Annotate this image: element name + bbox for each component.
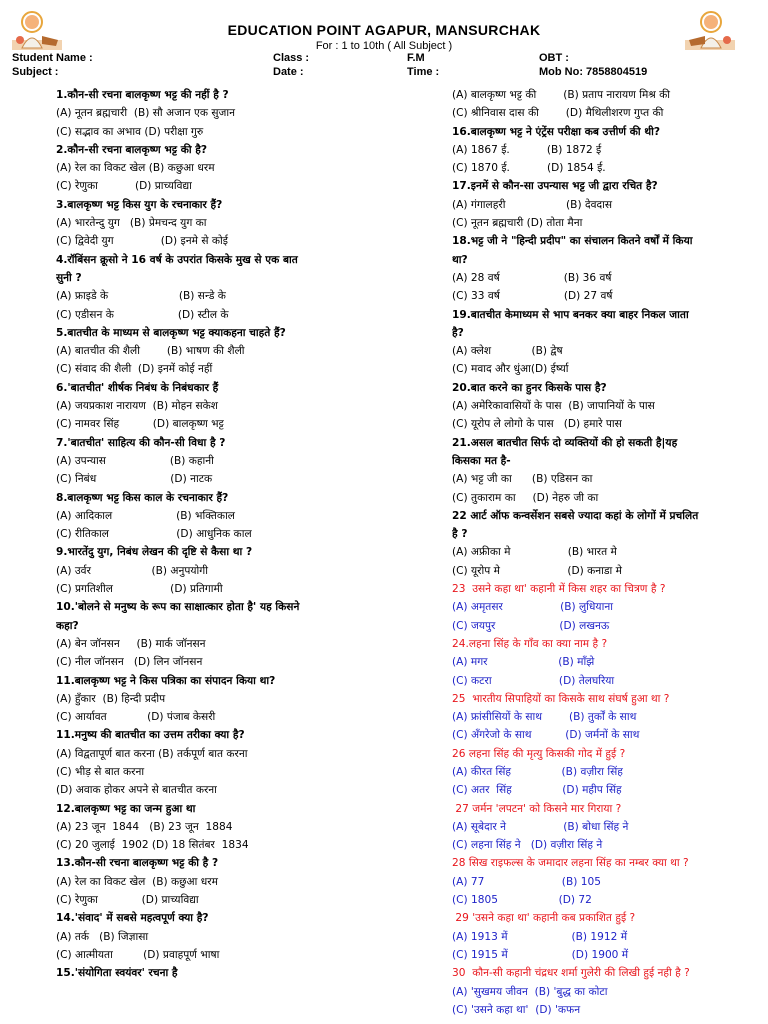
question-text: 30 कौन-सी कहानी चंद्रधर शर्मा गुलेरी की लिखी हुई नही है ? bbox=[452, 967, 690, 980]
option-line: (C) एडीसन के (D) स्टील के bbox=[56, 308, 229, 321]
option-line: (A) रेल का विकट खेल (B) कछुआ धरम bbox=[56, 162, 215, 175]
question-text: 4.रॉबिंसन क्रूसो ने 16 वर्ष के उपरांत किसके मुख से एक बात bbox=[56, 253, 298, 266]
question-text: कहा? bbox=[56, 619, 79, 632]
option-line: (A) रेल का विकट खेल (B) कछुआ धरम bbox=[56, 875, 218, 888]
option-line: (A) 1867 ई. (B) 1872 ई bbox=[452, 143, 602, 156]
option-line: (A) उर्वर (B) अनुपयोगी bbox=[56, 564, 209, 577]
option-line: (A) विद्वतापूर्ण बात करना (B) तर्कपूर्ण बात करना bbox=[56, 747, 248, 760]
option-line: (A) तर्क (B) जिज्ञासा bbox=[56, 930, 149, 943]
option-line: (C) तुकाराम का (D) नेहरु जी का bbox=[452, 491, 599, 504]
option-line: (A) गंगालहरी (B) देवदास bbox=[452, 198, 612, 211]
option-line: (A) फ्राइडे के (B) सन्डे के bbox=[56, 290, 226, 303]
date-label: Date : bbox=[273, 66, 304, 78]
option-line: (C) कटरा (D) तेलघरिया bbox=[452, 674, 615, 687]
question-text: सुनी ? bbox=[56, 271, 82, 284]
option-line: (A) मगर (B) माँझे bbox=[452, 656, 595, 669]
question-text: 14.'संवाद' में सबसे महत्वपूर्ण क्या है? bbox=[56, 912, 209, 925]
option-line: (A) बातचीत की शैली (B) भाषण की शैली bbox=[56, 345, 245, 358]
option-line: (A) कीरत सिंह (B) वज़ीरा सिंह bbox=[452, 765, 623, 778]
question-text: 27 जर्मन 'लपटन' को किसने मार गिराया ? bbox=[452, 802, 622, 815]
option-line: (C) मवाद और धुंआ(D) ईर्ष्या bbox=[452, 363, 569, 376]
option-line: (A) भट्ट जी का (B) एडिसन का bbox=[452, 473, 593, 486]
question-text: था? bbox=[452, 253, 468, 266]
question-text: 26 लहना सिंह की मृत्यु किसकी गोद में हुई ? bbox=[452, 747, 626, 760]
question-text: 15.'संयोगिता स्वयंवर' रचना है bbox=[56, 967, 178, 980]
option-line: (C) रीतिकाल (D) आधुनिक काल bbox=[56, 528, 252, 541]
option-line: (C) 'उसने कहा था' (D) 'कफन bbox=[452, 1003, 581, 1016]
question-text: 16.बालकृष्ण भट्ट ने एंट्रेंस परीक्षा कब उत्तीर्ण की थी? bbox=[452, 125, 661, 138]
option-line: (C) जयपुर (D) लखनऊ bbox=[452, 619, 610, 632]
option-line: (C) 20 जुलाई 1902 (D) 18 सितंबर 1834 bbox=[56, 839, 249, 852]
option-line: (C) नामवर सिंह (D) बालकृष्ण भट्ट bbox=[56, 418, 224, 431]
question-text: किसका मत है- bbox=[452, 454, 511, 467]
option-line: (A) अमृतसर (B) लुधियाना bbox=[452, 601, 613, 614]
option-line: (C) आर्यावत (D) पंजाब केसरी bbox=[56, 711, 216, 724]
question-text: 23 उसने कहा था' कहानी में किस शहर का चित्रण है ? bbox=[452, 583, 666, 596]
option-line: (C) रेणुका (D) प्राच्यविद्या bbox=[56, 180, 192, 193]
option-line: (A) उपन्यास (B) कहानी bbox=[56, 454, 214, 467]
option-line: (A) 77 (B) 105 bbox=[452, 875, 601, 888]
left-question-column bbox=[56, 86, 444, 983]
option-line: (A) 1913 में (B) 1912 में bbox=[452, 930, 628, 943]
option-line: (A) हुँकार (B) हिन्दी प्रदीप bbox=[56, 692, 166, 705]
question-text: 9.भारतेंदु युग, निबंध लेखन की दृष्टि से कैसा था ? bbox=[56, 546, 253, 559]
option-line: (C) द्विवेदी युग (D) इनमे से कोई bbox=[56, 235, 228, 248]
question-text: 13.कौन-सी रचना बालकृष्ण भट्ट की है ? bbox=[56, 857, 219, 870]
option-line: (C) यूरोप ले लोगो के पास (D) हमारे पास bbox=[452, 418, 622, 431]
option-line: (A) बेन जॉनसन (B) मार्क जॉनसन bbox=[56, 637, 206, 650]
page-title: EDUCATION POINT AGAPUR, MANSURCHAK bbox=[227, 22, 541, 38]
option-line: (C) यूरोप मे (D) कनाडा मे bbox=[452, 564, 622, 577]
option-line: (A) 'सुखमय जीवन (B) 'बुद्ध का कोटा bbox=[452, 985, 608, 998]
question-text: 12.बालकृष्ण भट्ट का जन्म हुआ था bbox=[56, 802, 196, 815]
option-line: (A) अफ्रीका मे (B) भारत मे bbox=[452, 546, 617, 559]
option-line: (A) 23 जून 1844 (B) 23 जून 1884 bbox=[56, 820, 233, 833]
option-line: (C) 1915 में (D) 1900 में bbox=[452, 948, 629, 961]
question-text: 18.भट्ट जी ने "हिन्दी प्रदीप" का संचालन कितने वर्षों में किया bbox=[452, 235, 693, 248]
option-line: (A) 28 वर्ष (B) 36 वर्ष bbox=[452, 271, 612, 284]
question-text: 28 सिख राइफल्स के जमादार लहना सिंह का नम्बर क्या था ? bbox=[452, 857, 689, 870]
option-line: (C) सद्भाव का अभाव (D) परीक्षा गुरु bbox=[56, 125, 204, 138]
question-text: 22 आर्ट ऑफ कन्वर्सेशन सबसे ज्यादा कहां के लोगों में प्रचलित bbox=[452, 509, 699, 522]
option-line: (C) 1870 ई. (D) 1854 ई. bbox=[452, 162, 606, 175]
question-text: है ? bbox=[452, 528, 468, 541]
question-text: 8.बालकृष्ण भट्ट किस काल के रचनाकार हैं? bbox=[56, 491, 229, 504]
option-line: (A) फ्रांसीसियों के साथ (B) तुर्कों के साथ bbox=[452, 711, 637, 724]
page-subtitle: For : 1 to 10th ( All Subject ) bbox=[315, 40, 453, 52]
question-text: 2.कौन-सी रचना बालकृष्ण भट्ट की है? bbox=[56, 143, 208, 156]
option-line: (C) 33 वर्ष (D) 27 वर्ष bbox=[452, 290, 613, 303]
option-line: (A) भारतेन्दु युग (B) प्रेमचन्द युग का bbox=[56, 217, 207, 230]
question-text: 24.लहना सिंह के गाँव का क्या नाम है ? bbox=[452, 637, 608, 650]
option-line: (A) सूबेदार ने (B) बोधा सिंह ने bbox=[452, 820, 629, 833]
question-text: 6.'बातचीत' शीर्षक निबंध के निबंधकार हैं bbox=[56, 381, 219, 394]
question-text: 11.मनुष्य की बातचीत का उत्तम तरीका क्या है? bbox=[56, 729, 245, 742]
question-text: 5.बातचीत के माध्यम से बालकृष्ण भट्ट क्याकहना चाहते हैं? bbox=[56, 326, 286, 339]
option-line: (A) आदिकाल (B) भक्तिकाल bbox=[56, 509, 235, 522]
time-label: Time : bbox=[407, 66, 440, 78]
option-line: (A) अमेरिकावासियों के पास (B) जापानियों के पास bbox=[452, 400, 655, 413]
student-name-label: Student Name : bbox=[12, 52, 93, 64]
question-text: 1.कौन-सी रचना बालकृष्ण भट्ट की नहीं है ? bbox=[56, 89, 229, 101]
option-line: (A) नूतन ब्रह्मचारी (B) सौ अजान एक सुजान bbox=[56, 107, 235, 120]
subject-label: Subject : bbox=[12, 66, 59, 78]
option-line: (C) अँगरेजो के साथ (D) जर्मनों के साथ bbox=[452, 729, 640, 742]
question-text: 29 'उसने कहा था' कहानी कब प्रकाशित हुई ? bbox=[452, 912, 636, 925]
option-line: (A) जयप्रकाश नारायण (B) मोहन सकेश bbox=[56, 400, 218, 413]
option-line: (C) रेणुका (D) प्राच्यविद्या bbox=[56, 894, 199, 907]
question-text: है? bbox=[452, 326, 464, 339]
option-line: (C) नूतन ब्रह्मचारी (D) तोता मैना bbox=[452, 217, 583, 230]
option-line: (C) श्रीनिवास दास की (D) मैथिलीशरण गुप्त की bbox=[452, 107, 664, 120]
option-line: (C) आत्मीयता (D) प्रवाहपूर्ण भाषा bbox=[56, 948, 220, 961]
question-text: 19.बातचीत केमाध्यम से भाप बनकर क्या बाहर निकल जाता bbox=[452, 308, 689, 321]
option-line: (C) भीड़ से बात करना bbox=[56, 765, 145, 778]
option-line: (C) अतर सिंह (D) महीप सिंह bbox=[452, 784, 622, 797]
question-text: 17.इनमें से कौन-सा उपन्यास भट्ट जी द्वारा रचित है? bbox=[452, 180, 658, 193]
option-line: (C) नील जॉनसन (D) लिन जॉनसन bbox=[56, 656, 203, 669]
option-line: (A) क्लेश (B) द्वेष bbox=[452, 345, 563, 358]
option-line: (C) लहना सिंह ने (D) वज़ीरा सिंह ने bbox=[452, 839, 603, 852]
right-question-column bbox=[452, 86, 758, 1019]
obt-label: OBT : bbox=[539, 52, 569, 64]
class-label: Class : bbox=[273, 52, 310, 64]
option-line: (C) प्रगतिशील (D) प्रतिगामी bbox=[56, 583, 223, 596]
option-line: (C) निबंध (D) नाटक bbox=[56, 473, 213, 486]
mobile-number: Mob No: 7858804519 bbox=[539, 66, 648, 78]
option-line: (C) 1805 (D) 72 bbox=[452, 894, 592, 907]
question-text: 20.बात करने का हुनर किसके पास है? bbox=[452, 381, 607, 394]
question-text: 25 भारतीय सिपाहियों का किसके साथ संघर्ष हुआ था ? bbox=[452, 692, 670, 705]
option-line: (D) अवाक होकर अपने से बातचीत करना bbox=[56, 784, 217, 797]
question-text: 3.बालकृष्ण भट्ट किस युग के रचनाकार हैं? bbox=[56, 198, 223, 211]
question-text: 21.असल बातचीत सिर्फ दो व्यक्तियों की हो सकती है|यह bbox=[452, 436, 678, 449]
option-line: (C) संवाद की शैली (D) इनमें कोई नहीं bbox=[56, 363, 213, 376]
question-text: 7.'बातचीत' साहित्य की कौन-सी विधा है ? bbox=[56, 436, 226, 449]
fm-label: F.M bbox=[407, 52, 425, 64]
question-text: 11.बालकृष्ण भट्ट ने किस पत्रिका का संपादन किया था? bbox=[56, 674, 276, 687]
option-line: (A) बालकृष्ण भट्ट की (B) प्रताप नारायण मिश्र की bbox=[452, 89, 671, 101]
question-text: 10.'बोलने से मनुष्य के रूप का साक्षात्कार होता है' यह किसने bbox=[56, 601, 300, 614]
